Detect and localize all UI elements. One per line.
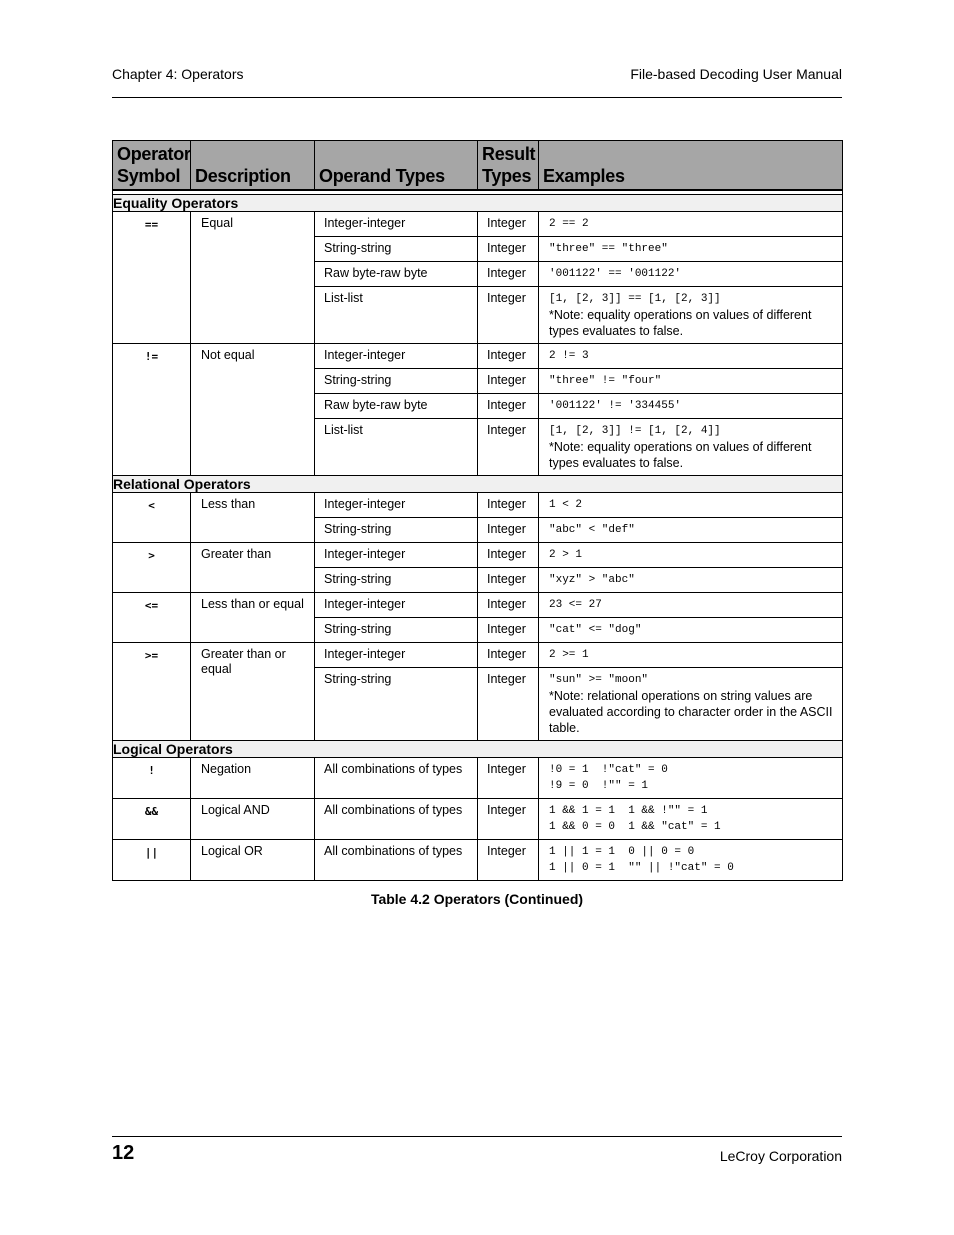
example-code: 2 > 1 [549, 549, 583, 561]
example-cell [539, 518, 843, 543]
result-types: Integer [478, 593, 539, 618]
result-types: Integer [478, 643, 539, 668]
operator-symbol: && [113, 799, 191, 840]
operand-types: String-string [315, 568, 478, 593]
table-row [113, 212, 843, 237]
operand-types: Raw byte-raw byte [315, 262, 478, 287]
operand-types: List-list [315, 287, 478, 344]
operand-types: Integer-integer [315, 212, 478, 237]
example-cell [539, 369, 843, 394]
example-code: "cat" <= "dog" [549, 624, 642, 636]
column-header-text: Operand Types [319, 166, 445, 186]
example-cell [539, 643, 843, 668]
result-types: Integer [478, 568, 539, 593]
operator-symbol: >= [113, 643, 191, 741]
example-cell [539, 799, 843, 840]
operand-types: Integer-integer [315, 643, 478, 668]
section-row [113, 741, 843, 758]
section-row [113, 195, 843, 212]
operator-description: Logical OR [191, 840, 315, 881]
result-types: Integer [478, 237, 539, 262]
example-code: "sun" >= "moon" [549, 674, 649, 686]
operator-description: Negation [191, 758, 315, 799]
footer-divider [112, 1136, 842, 1137]
footer-corporation: LeCroy Corporation [719, 1148, 842, 1164]
table-caption: Table 4.2 Operators (Continued) [370, 891, 584, 907]
operator-description: Less than [191, 493, 315, 543]
section-title: Equality Operators [113, 195, 843, 212]
column-header [113, 141, 191, 191]
operator-description: Logical AND [191, 799, 315, 840]
operator-symbol: <= [113, 593, 191, 643]
column-header-text: Examples [543, 166, 625, 186]
table-body [113, 195, 843, 881]
table-row [113, 840, 843, 881]
table-row [113, 543, 843, 568]
example-code: "xyz" > "abc" [549, 574, 635, 586]
example-code: 2 == 2 [549, 218, 589, 230]
example-cell [539, 618, 843, 643]
example-code: 2 != 3 [549, 350, 589, 362]
result-types: Integer [478, 668, 539, 741]
page-number: 12 [112, 1142, 135, 1164]
example-code: 1 && 1 = 1 1 && !"" = 1 1 && 0 = 0 1 && "cat" = 1 [549, 805, 721, 833]
operand-types: String-string [315, 518, 478, 543]
column-header [191, 141, 315, 191]
operand-types: All combinations of types [315, 840, 478, 881]
example-cell [539, 543, 843, 568]
example-note: *Note: equality operations on values of different types evaluates to false. [549, 308, 812, 338]
operand-types: Raw byte-raw byte [315, 394, 478, 419]
operator-symbol: < [113, 493, 191, 543]
example-code: "abc" < "def" [549, 524, 635, 536]
example-cell [539, 394, 843, 419]
column-header-text: Operator [117, 144, 191, 164]
example-cell [539, 668, 843, 741]
example-code: !0 = 1 !"cat" = 0 !9 = 0 !"" = 1 [549, 764, 668, 792]
result-types: Integer [478, 543, 539, 568]
table-header [113, 141, 843, 195]
operator-symbol: || [113, 840, 191, 881]
example-code: 1 < 2 [549, 499, 583, 511]
operator-description: Greater than [191, 543, 315, 593]
operand-types: All combinations of types [315, 758, 478, 799]
example-cell [539, 344, 843, 369]
result-types: Integer [478, 518, 539, 543]
result-types: Integer [478, 419, 539, 476]
example-cell [539, 237, 843, 262]
column-header-text: Types [482, 166, 532, 186]
running-header-title: File-based Decoding User Manual [630, 66, 842, 82]
example-code: "three" != "four" [549, 375, 662, 387]
result-types: Integer [478, 262, 539, 287]
result-types: Integer [478, 840, 539, 881]
operator-symbol: == [113, 212, 191, 344]
result-types: Integer [478, 493, 539, 518]
table-row [113, 758, 843, 799]
example-code: 2 >= 1 [549, 649, 589, 661]
result-types: Integer [478, 212, 539, 237]
example-code: 1 || 1 = 1 0 || 0 = 0 1 || 0 = 1 "" || !"cat" = 0 [549, 846, 734, 874]
operand-types: String-string [315, 668, 478, 741]
operand-types: String-string [315, 618, 478, 643]
table-row [113, 643, 843, 668]
example-cell [539, 568, 843, 593]
table-row [113, 593, 843, 618]
operator-symbol: ! [113, 758, 191, 799]
section-row [113, 476, 843, 493]
operator-description: Less than or equal [191, 593, 315, 643]
operand-types: Integer-integer [315, 543, 478, 568]
table-row [113, 493, 843, 518]
example-cell [539, 840, 843, 881]
column-header [539, 141, 843, 191]
operator-description: Equal [191, 212, 315, 344]
operand-types: Integer-integer [315, 493, 478, 518]
operand-types: Integer-integer [315, 593, 478, 618]
result-types: Integer [478, 799, 539, 840]
example-cell [539, 493, 843, 518]
operator-description: Greater than or equal [191, 643, 315, 741]
operator-symbol: > [113, 543, 191, 593]
example-cell [539, 212, 843, 237]
example-cell [539, 758, 843, 799]
table-row [113, 344, 843, 369]
table-row [113, 799, 843, 840]
example-cell [539, 262, 843, 287]
result-types: Integer [478, 618, 539, 643]
example-code: "three" == "three" [549, 243, 668, 255]
operand-types: String-string [315, 237, 478, 262]
operand-types: List-list [315, 419, 478, 476]
example-cell [539, 419, 843, 476]
result-types: Integer [478, 287, 539, 344]
result-types: Integer [478, 394, 539, 419]
section-title: Relational Operators [113, 476, 843, 493]
example-code: [1, [2, 3]] != [1, [2, 4]] [549, 425, 721, 437]
example-code: 23 <= 27 [549, 599, 602, 611]
column-header-text: Result [482, 144, 536, 164]
column-header [478, 141, 539, 191]
example-code: '001122' == '001122' [549, 268, 682, 280]
result-types: Integer [478, 344, 539, 369]
operator-symbol: != [113, 344, 191, 476]
operand-types: All combinations of types [315, 799, 478, 840]
column-header-row [113, 141, 843, 191]
header-divider [112, 97, 842, 98]
example-cell [539, 287, 843, 344]
operator-description: Not equal [191, 344, 315, 476]
result-types: Integer [478, 369, 539, 394]
example-code: '001122' != '334455' [549, 400, 682, 412]
result-types: Integer [478, 758, 539, 799]
operators-table [112, 140, 843, 881]
column-header-text: Description [195, 166, 291, 186]
section-title: Logical Operators [113, 741, 843, 758]
column-header [315, 141, 478, 191]
operand-types: String-string [315, 369, 478, 394]
example-note: *Note: relational operations on string values are evaluated according to character order in the ASCII table. [549, 689, 833, 735]
example-code: [1, [2, 3]] == [1, [2, 3]] [549, 293, 721, 305]
example-note: *Note: equality operations on values of different types evaluates to false. [549, 440, 812, 470]
column-header-text: Symbol [117, 166, 181, 186]
operand-types: Integer-integer [315, 344, 478, 369]
example-cell [539, 593, 843, 618]
running-header-chapter: Chapter 4: Operators [112, 66, 244, 82]
